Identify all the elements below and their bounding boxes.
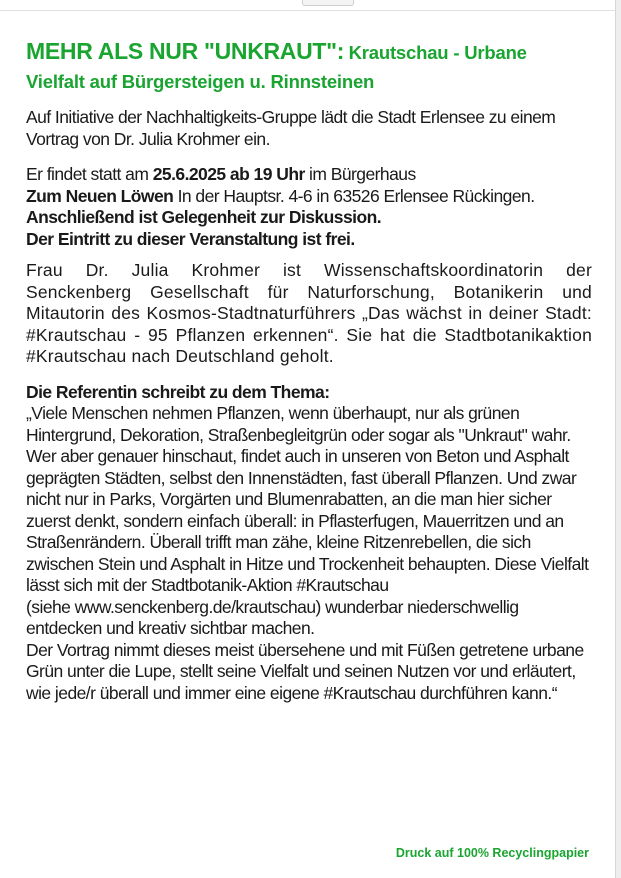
event-prefix: Er findet statt am	[26, 164, 153, 184]
title-sub-part2: Vielfalt auf Bürgersteigen u. Rinnsteinen	[26, 71, 375, 92]
quote-heading: Die Referentin schreibt zu dem Thema:	[26, 381, 330, 402]
event-date-time: 25.6.2025 ab 19 Uhr	[152, 164, 305, 184]
event-discussion: Anschließend ist Gelegenheit zur Diskussion.	[26, 207, 382, 227]
title-main: MEHR ALS NUR "UNKRAUT":	[26, 38, 345, 64]
intro-paragraph: Auf Initiative der Nachhaltigkeits-Gruppe lädt die Stadt Erlensee zu einem Vortrag von Dr. Julia Krohmer ein.	[26, 107, 556, 149]
quote-part2: (siehe www.senckenberg.de/krautschau) wunderbar niederschwellig entdecken und kreativ sichtbar machen.	[26, 596, 519, 638]
footer-note: Druck auf 100% Recyclingpapier	[395, 846, 589, 860]
event-paragraph	[26, 164, 592, 250]
quote-block	[26, 382, 592, 705]
speaker-bio: Frau Dr. Julia Krohmer ist Wissenschaftskoordinatorin der Senckenberg Gesellschaft für Naturforschung, Botanikerin und Mitautorin des Kosmos-Stadtnaturführers „Das wächst in deiner Stadt: #Krautschau - 95 Pflanzen erkennen“. Sie hat die Stadtbotanikaktion #Krautschau nach Deutschland geholt.	[26, 260, 592, 366]
event-admission: Der Eintritt zu dieser Veranstaltung ist frei.	[26, 228, 355, 249]
drag-handle[interactable]	[302, 0, 354, 6]
document-title	[26, 38, 592, 97]
event-address: In der Hauptsr. 4-6 in 63526 Erlensee Rückingen.	[173, 185, 535, 206]
quote-part1: „Viele Menschen nehmen Pflanzen, wenn überhaupt, nur als grünen Hintergrund, Dekoration, Straßenbegleitgrün oder sogar als "Unkraut" wahr. Wer aber genauer hinschaut, findet auch in unseren von Beton und Asphalt geprägten Städten, selbst den Innenstädten, fast überall Pflanzen. Und zwar nicht nur in Parks, Vorgärten und Blumenrabatten, an die man hier sicher zuerst denkt, sondern einfach überall: in Pflasterfugen, Mauerritzen und an Straßenrändern. Überall trifft man zähe, kleine Ritzenrebellen, die sich zwischen Stein und Asphalt in Hitze und Trockenheit behaupten. Diese Vielfalt lässt sich mit der Stadtbotanik-Aktion #Krautschau	[26, 403, 589, 595]
title-sub-part1: Krautschau - Urbane	[348, 42, 527, 63]
event-venue: Zum Neuen Löwen	[26, 185, 174, 206]
window-top-bar	[0, 0, 621, 11]
document	[26, 38, 592, 704]
event-suffix: im Bürgerhaus	[304, 164, 416, 184]
quote-part3: Der Vortrag nimmt dieses meist übersehene und mit Füßen getretene urbane Grün unter die Lupe, stellt seine Vielfalt und seinen Nutzen vor und erläutert, wie jede/r überall und immer eine eigene #Krautschau durchführen kann.“	[26, 639, 584, 703]
scrollbar[interactable]	[615, 0, 621, 878]
